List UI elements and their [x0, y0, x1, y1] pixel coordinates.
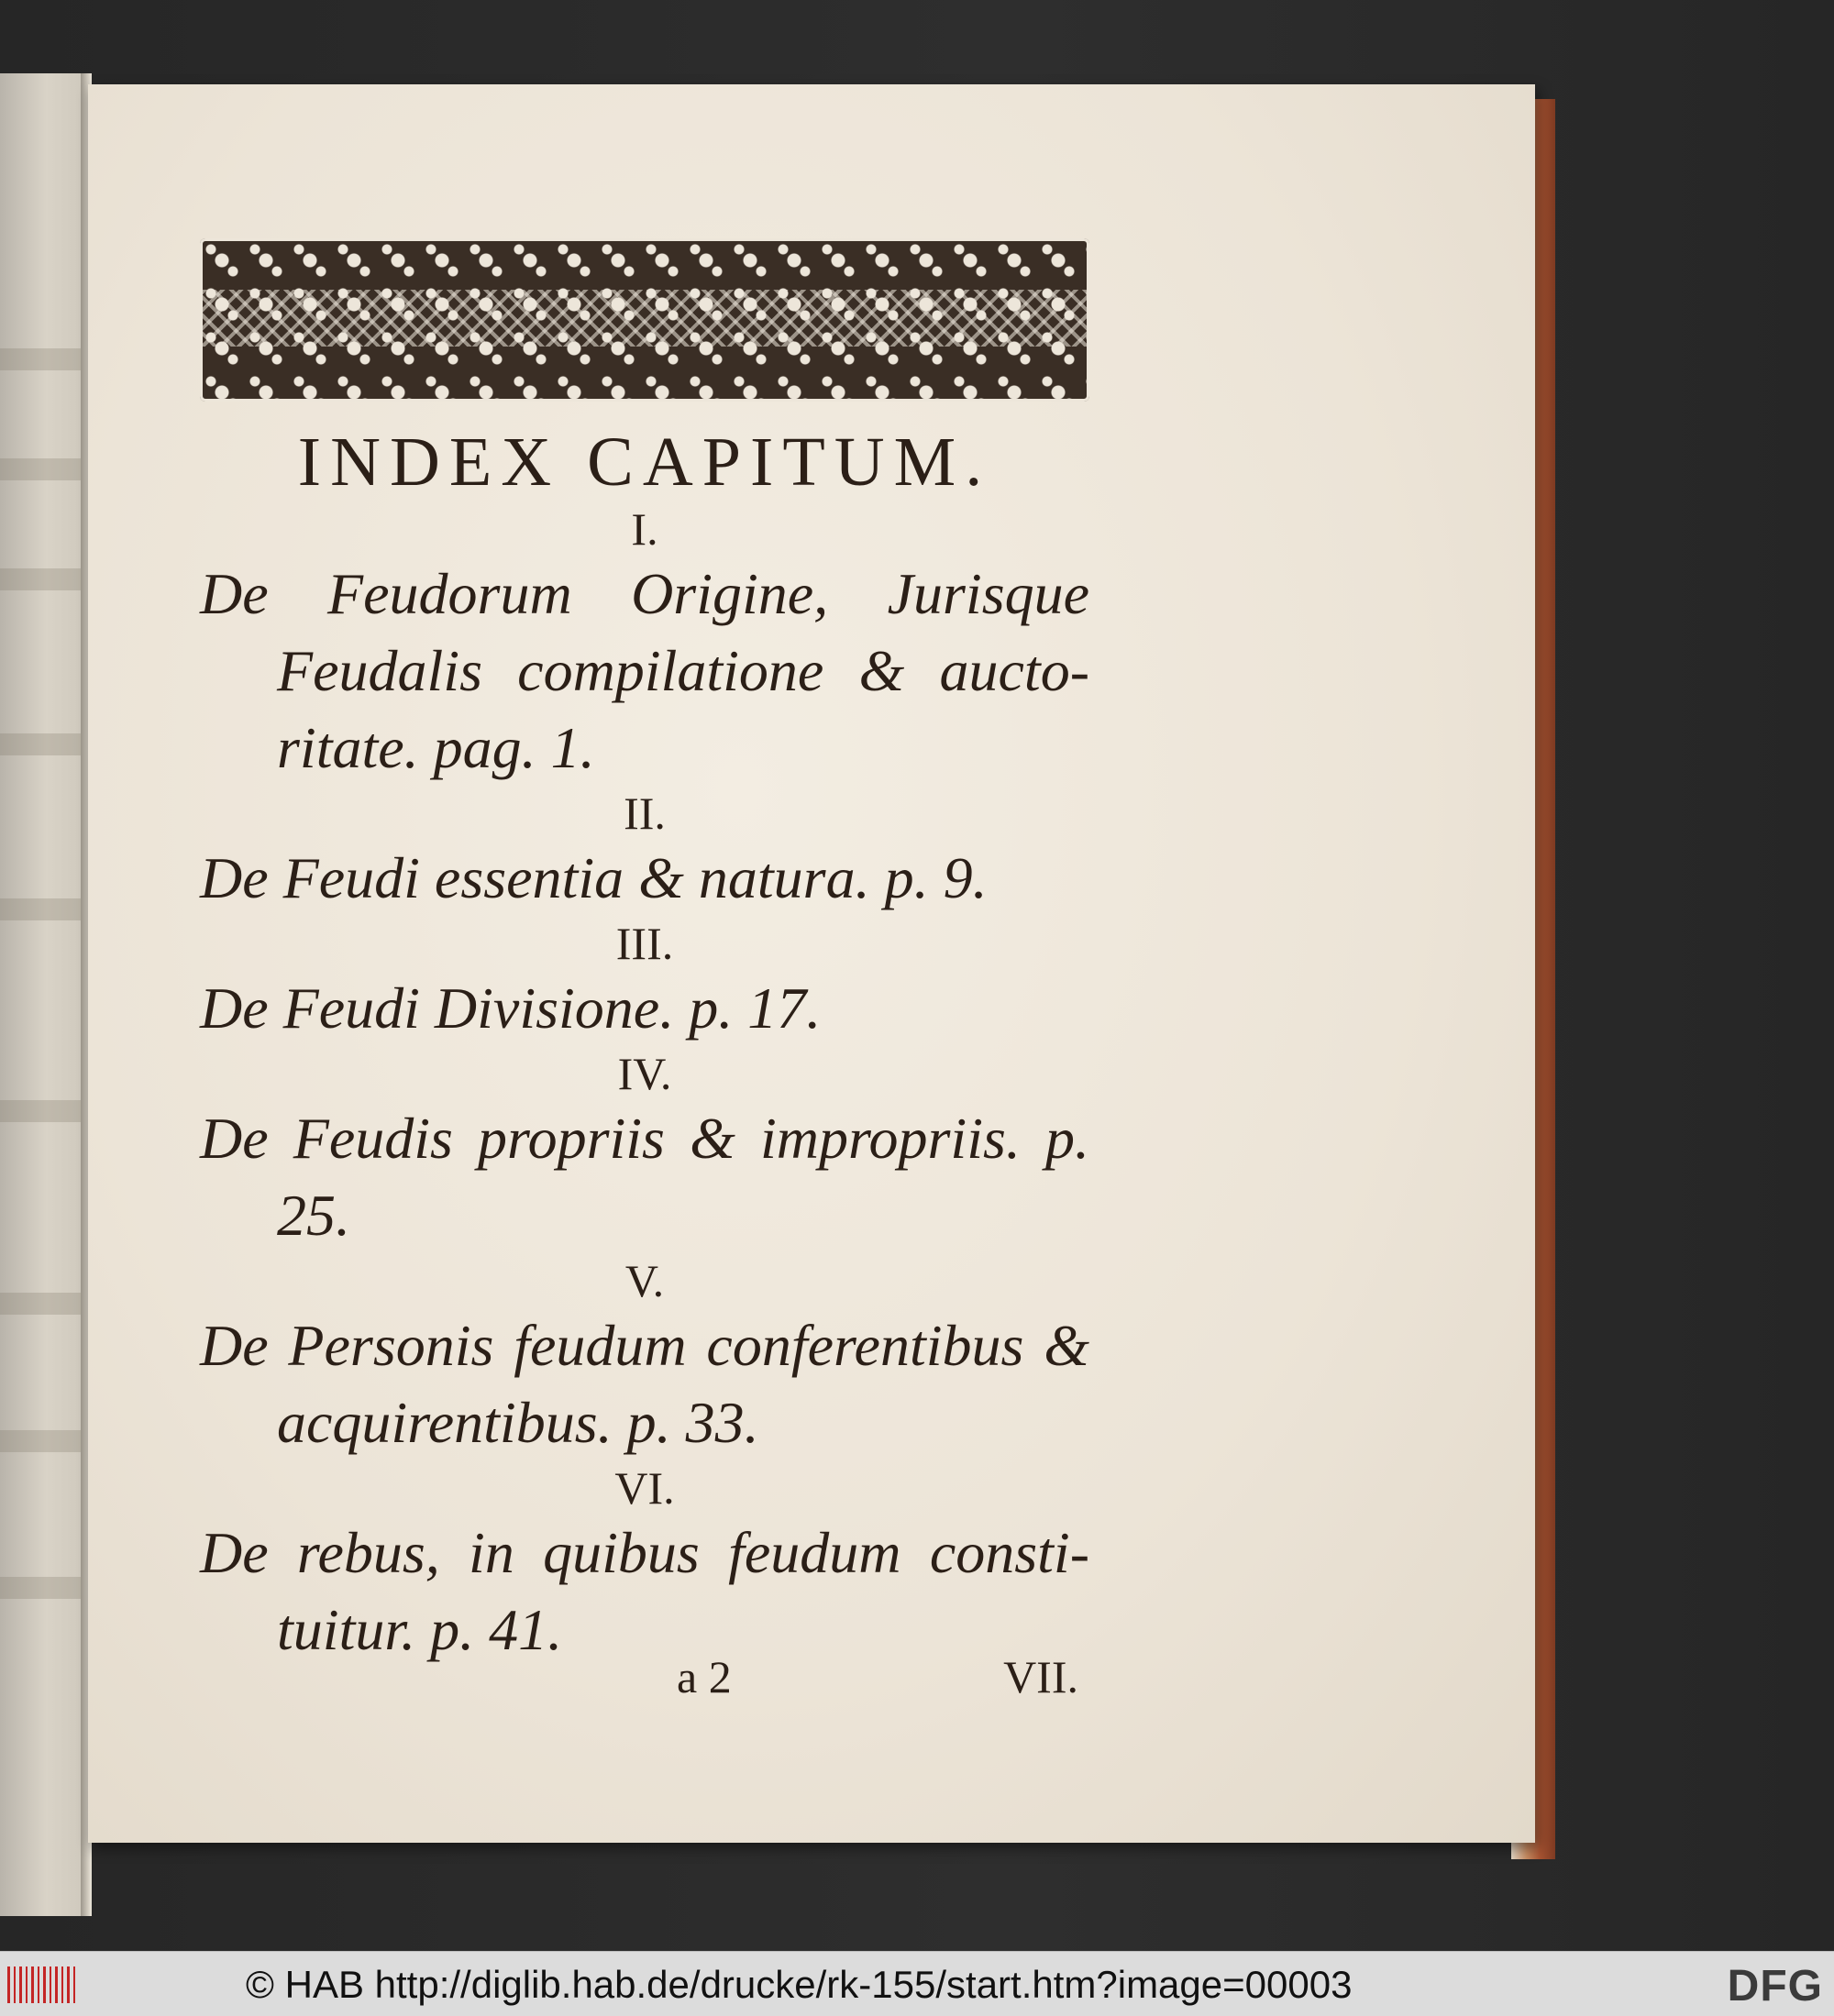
chapter-numeral: VI. — [614, 1462, 675, 1514]
chapter-numeral: IV. — [617, 1048, 672, 1099]
index-entry — [200, 1047, 1089, 1254]
left-page-ghost-line — [0, 1293, 84, 1315]
left-page-ghost-line — [0, 568, 84, 590]
chapter-title: De Feudis propriis & impropriis. p. 25. — [200, 1106, 1089, 1248]
index-entry — [200, 1461, 1089, 1669]
index-entry — [200, 787, 1089, 917]
left-page-ghost-line — [0, 1100, 84, 1122]
index-entry — [200, 917, 1089, 1047]
ornamental-headpiece — [200, 238, 1089, 402]
left-page-ghost-line — [0, 898, 84, 920]
chapter-title: De Feudorum Origine, Jurisque Feudalis compilatione & aucto-ritate. pag. 1. — [200, 561, 1089, 780]
index-entry — [200, 1254, 1089, 1461]
left-page-ghost-line — [0, 733, 84, 755]
page-footer-line — [200, 1650, 1089, 1705]
catchword: VII. — [1003, 1651, 1078, 1702]
viewer-footer-bar — [0, 1951, 1834, 2016]
chapter-numeral: V. — [624, 1255, 665, 1306]
chapter-title: De Personis feudum conferentibus & acquirentibus. p. 33. — [200, 1313, 1089, 1455]
left-page-ghost-line — [0, 348, 84, 370]
chapter-numeral: II. — [624, 788, 666, 839]
chapter-numeral: I. — [631, 503, 658, 555]
left-page-edge — [0, 73, 84, 1916]
chapter-title: De rebus, in quibus feudum consti-tuitur. p. 41. — [200, 1520, 1089, 1662]
index-entry — [200, 502, 1089, 787]
chapter-index — [200, 422, 1089, 1669]
left-page-ghost-line — [0, 1430, 84, 1452]
page-title: INDEX CAPITUM. — [297, 424, 992, 501]
chapter-numeral: III. — [615, 918, 674, 969]
left-page-ghost-line — [0, 458, 84, 480]
barcode-icon — [7, 1966, 77, 2003]
dfg-logo: DFG — [1727, 1962, 1823, 2010]
chapter-title: De Feudi essentia & natura. p. 9. — [200, 845, 988, 910]
left-page-ghost-line — [0, 1577, 84, 1599]
chapter-title: De Feudi Divisione. p. 17. — [200, 975, 822, 1041]
signature-mark: a 2 — [677, 1651, 732, 1702]
copyright-link-text[interactable]: © HAB http://diglib.hab.de/drucke/rk-155/start.htm?image=00003 — [246, 1963, 1353, 2006]
